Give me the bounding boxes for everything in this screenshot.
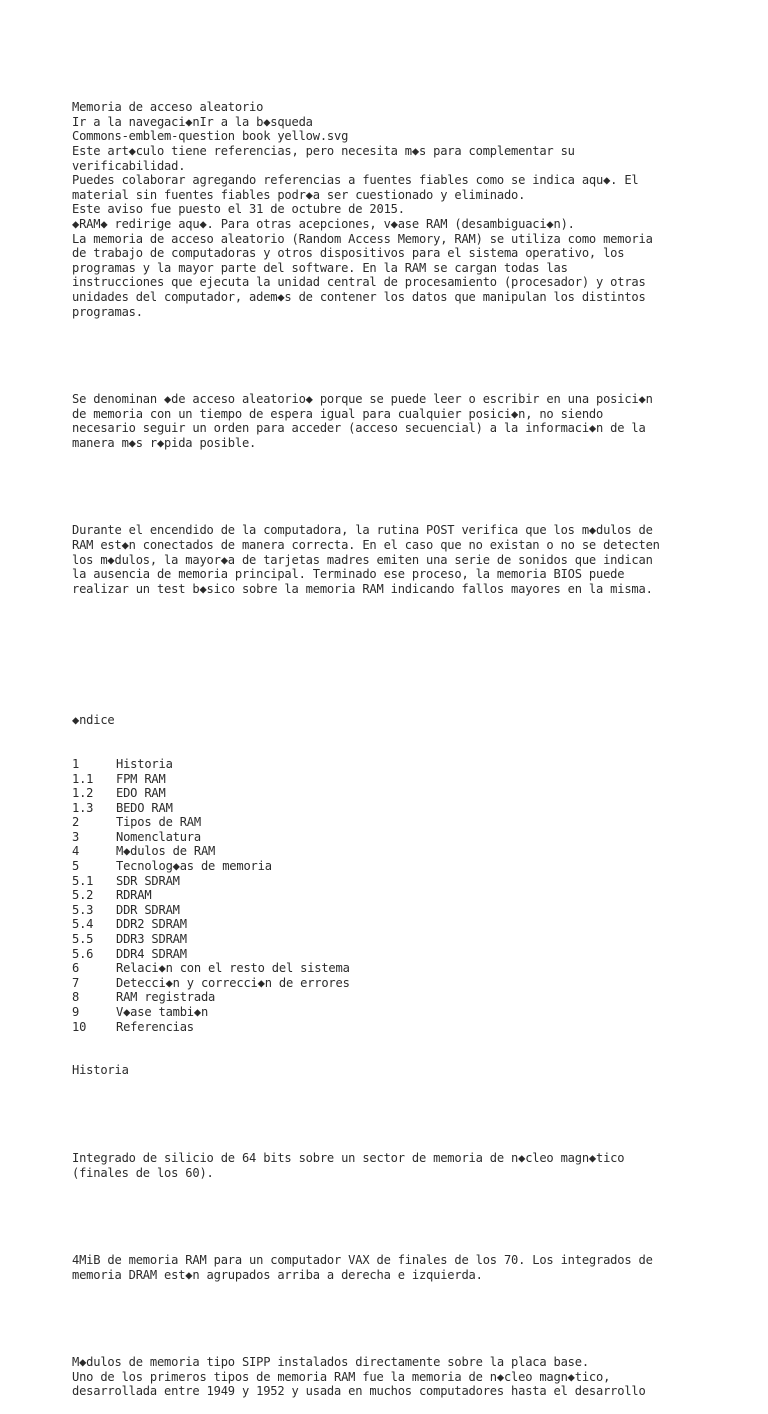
toc-title: ◆ndice (72, 713, 115, 728)
toc-item[interactable] (72, 932, 762, 947)
paragraph-history (72, 1355, 762, 1399)
toc-item[interactable] (72, 844, 762, 859)
blank-line (72, 480, 762, 495)
text-line: Memoria de acceso aleatorio (72, 100, 264, 115)
toc-item-label: BEDO RAM (116, 800, 173, 815)
text-line: unidades del computador, adem◆s de contener los datos que manipulan los distintos (72, 289, 646, 304)
text-line: (finales de los 60). (72, 1165, 214, 1180)
paragraph-post (72, 523, 762, 596)
toc-item-number: 9 (72, 1005, 80, 1019)
toc-item[interactable] (72, 1005, 762, 1020)
toc-item-label: Historia (116, 756, 173, 771)
history-heading: Historia (72, 1063, 129, 1078)
text-line: la ausencia de memoria principal. Terminado ese proceso, la memoria BIOS puede (72, 567, 625, 582)
toc-item-label: DDR4 SDRAM (116, 946, 187, 961)
toc-item-label: DDR3 SDRAM (116, 932, 187, 947)
toc-item-number: 5 (72, 859, 80, 874)
toc-item[interactable] (72, 976, 762, 991)
toc-item-number: 10 (72, 1019, 87, 1034)
toc-item[interactable] (72, 947, 762, 962)
text-line: Este aviso fue puesto el 31 de octubre de 2015. (72, 202, 405, 217)
toc-item-label: Tecnolog◆as de memoria (116, 859, 272, 874)
toc-item-number: 5.4 (72, 917, 94, 932)
toc-item[interactable] (72, 757, 762, 772)
text-line: Commons-emblem-question book yellow.svg (72, 129, 349, 144)
toc-item-number: 4 (72, 844, 80, 859)
image-caption-vax-ram (72, 1253, 762, 1282)
text-line: Integrado de silicio de 64 bits sobre un sector de memoria de n◆cleo magn◆tico (72, 1150, 625, 1165)
image-caption-core-memory (72, 1151, 762, 1180)
toc-item-number: 5.6 (72, 946, 94, 961)
text-line: La memoria de acceso aleatorio (Random Access Memory, RAM) se utiliza como memoria (72, 231, 653, 246)
text-line: programas y la mayor parte del software. En la RAM se cargan todas las (72, 260, 568, 275)
text-line: M◆dulos de memoria tipo SIPP instalados directamente sobre la placa base. (72, 1355, 589, 1370)
toc-item-number: 5.5 (72, 932, 94, 947)
text-line: memoria DRAM est◆n agrupados arriba a derecha e izquierda. (72, 1267, 483, 1282)
toc-item-label: V◆ase tambi◆n (116, 1005, 209, 1019)
intro-section (72, 100, 762, 319)
toc-item-label: Referencias (116, 1019, 194, 1034)
toc-item[interactable] (72, 874, 762, 889)
text-line: verificabilidad. (72, 158, 186, 173)
text-line: de trabajo de computadoras y otros dispositivos para el sistema operativo, los (72, 246, 625, 261)
toc-item-number: 5.1 (72, 873, 94, 888)
toc-item[interactable] (72, 961, 762, 976)
text-line: manera m◆s r◆pida posible. (72, 435, 257, 450)
text-line: RAM est◆n conectados de manera correcta. En el caso que no existan o no se detecten (72, 538, 660, 552)
blank-line (72, 1209, 762, 1224)
blank-line (72, 1311, 762, 1326)
toc-item-number: 6 (72, 961, 80, 976)
toc-item-label: EDO RAM (116, 786, 166, 801)
text-line: necesario seguir un orden para acceder (acceso secuencial) a la informaci◆n de la (72, 421, 646, 436)
table-of-contents (72, 757, 762, 1034)
toc-item-number: 1.1 (72, 771, 94, 786)
toc-item[interactable] (72, 786, 762, 801)
blank-line (72, 348, 762, 363)
toc-item-label: M◆dulos de RAM (116, 844, 216, 859)
toc-item[interactable] (72, 815, 762, 830)
toc-item-label: Relaci◆n con el resto del sistema (116, 961, 350, 976)
toc-item[interactable] (72, 772, 762, 787)
toc-item-number: 1.3 (72, 800, 94, 815)
text-line: de memoria con un tiempo de espera igual para cualquier posici◆n, no siendo (72, 406, 604, 421)
toc-item[interactable] (72, 801, 762, 816)
text-line: realizar un test b◆sico sobre la memoria RAM indicando fallos mayores en la misma. (72, 581, 653, 596)
toc-item[interactable] (72, 917, 762, 932)
text-line: desarrollada entre 1949 y 1952 y usada en muchos computadores hasta el desarrollo (72, 1384, 646, 1399)
toc-item-number: 2 (72, 815, 80, 830)
toc-item-label: DDR2 SDRAM (116, 917, 187, 932)
text-line: programas. (72, 304, 143, 319)
blank-line (72, 669, 762, 684)
toc-item[interactable] (72, 830, 762, 845)
toc-item-label: Detecci◆n y correcci◆n de errores (116, 975, 350, 990)
toc-item-label: FPM RAM (116, 771, 166, 786)
document-page (72, 71, 762, 1414)
text-line: Ir a la navegaci◆nIr a la b◆squeda (72, 114, 313, 129)
toc-item-number: 3 (72, 829, 80, 844)
toc-item-label: RDRAM (116, 888, 152, 903)
toc-item-number: 7 (72, 975, 80, 990)
toc-item[interactable] (72, 888, 762, 903)
toc-item[interactable] (72, 859, 762, 874)
blank-line (72, 626, 762, 641)
paragraph-access (72, 392, 762, 450)
text-line: instrucciones que ejecuta la unidad central de procesamiento (procesador) y otras (72, 275, 646, 290)
text-line: Uno de los primeros tipos de memoria RAM fue la memoria de n◆cleo magn◆tico, (72, 1369, 611, 1384)
toc-item[interactable] (72, 903, 762, 918)
toc-item-number: 1.2 (72, 786, 94, 801)
toc-item-number: 5.3 (72, 902, 94, 917)
text-line: ◆RAM◆ redirige aqu◆. Para otras acepciones, v◆ase RAM (desambiguaci◆n). (72, 216, 575, 231)
toc-item-number: 8 (72, 990, 80, 1005)
text-line: material sin fuentes fiables podr◆a ser cuestionado y eliminado. (72, 187, 526, 202)
toc-item-label: RAM registrada (116, 990, 216, 1005)
text-line: Este art◆culo tiene referencias, pero necesita m◆s para complementar su (72, 143, 575, 158)
toc-item-label: SDR SDRAM (116, 873, 180, 888)
text-line: los m◆dulos, la mayor◆a de tarjetas madres emiten una serie de sonidos que indican (72, 552, 653, 567)
toc-item-number: 5.2 (72, 888, 94, 903)
text-line: Puedes colaborar agregando referencias a fuentes fiables como se indica aqu◆. El (72, 173, 639, 188)
toc-item-label: Tipos de RAM (116, 815, 201, 830)
text-line: 4MiB de memoria RAM para un computador VAX de finales de los 70. Los integrados de (72, 1253, 653, 1268)
toc-item[interactable] (72, 990, 762, 1005)
text-line: Durante el encendido de la computadora, la rutina POST verifica que los m◆dulos de (72, 523, 653, 538)
toc-item-label: Nomenclatura (116, 829, 201, 844)
toc-item[interactable] (72, 1020, 762, 1035)
toc-item-number: 1 (72, 756, 80, 771)
text-line: Se denominan ◆de acceso aleatorio◆ porque se puede leer o escribir en una posici◆n (72, 392, 653, 407)
blank-line (72, 1107, 762, 1122)
toc-item-label: DDR SDRAM (116, 902, 180, 917)
